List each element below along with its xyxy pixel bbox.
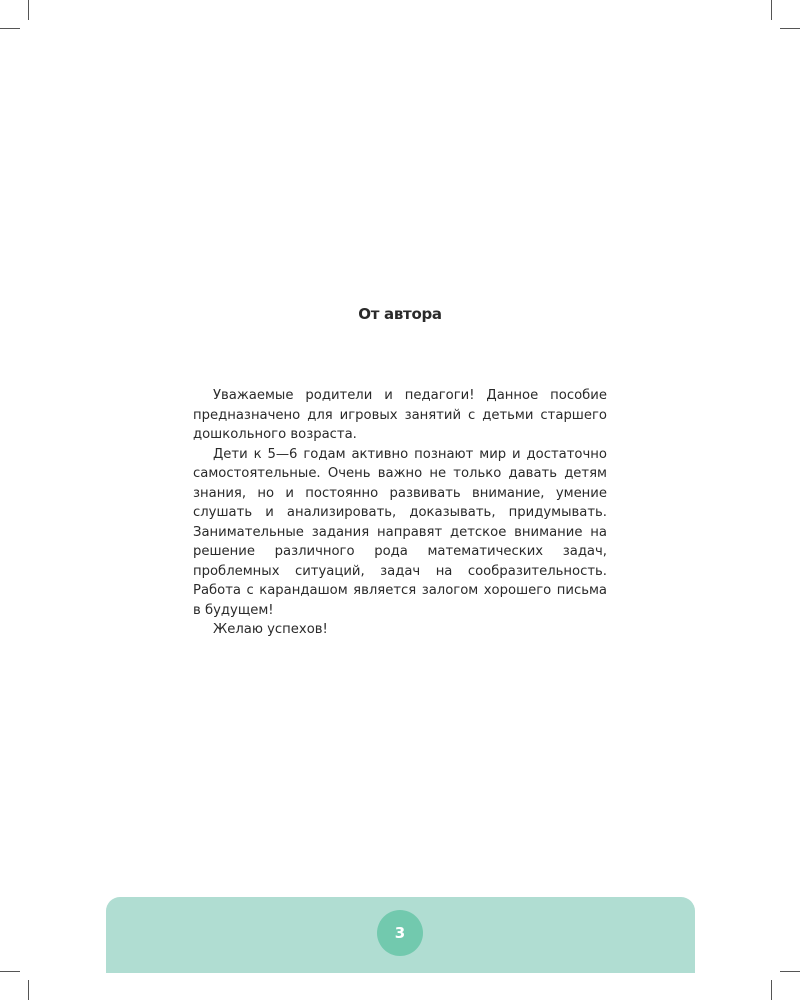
page-title: От автора — [358, 305, 442, 323]
crop-mark-right-bottom — [780, 971, 800, 972]
paragraph-main: Дети к 5—6 годам активно познают мир и достаточно самостоятельные. Очень важно не только давать детям знания, но и постоянно развивать внимание, умение слушать и анализировать, доказывать, придумывать. Занимательные задания направят детское внимание на решение различного рода математических задач, проблемных ситуаций, задач на сообразительность. Работа с карандашом является залогом хорошего письма в будущем! — [193, 446, 607, 618]
body-text — [193, 386, 607, 640]
crop-mark-top-left — [28, 0, 29, 20]
crop-mark-left-top — [0, 28, 20, 29]
paragraph-closing: Желаю успехов! — [213, 622, 328, 637]
crop-mark-left-bottom — [0, 971, 20, 972]
page-number-badge — [377, 910, 423, 956]
paragraph-greeting: Уважаемые родители и педагоги! Данное пособие предназначено для игровых занятий с детьми старшего дошкольного возраста. — [193, 388, 607, 442]
crop-mark-bottom-right — [771, 980, 772, 1000]
page-number: 3 — [394, 924, 406, 942]
crop-mark-right-top — [780, 28, 800, 29]
crop-mark-bottom-left — [28, 980, 29, 1000]
crop-mark-top-right — [771, 0, 772, 20]
